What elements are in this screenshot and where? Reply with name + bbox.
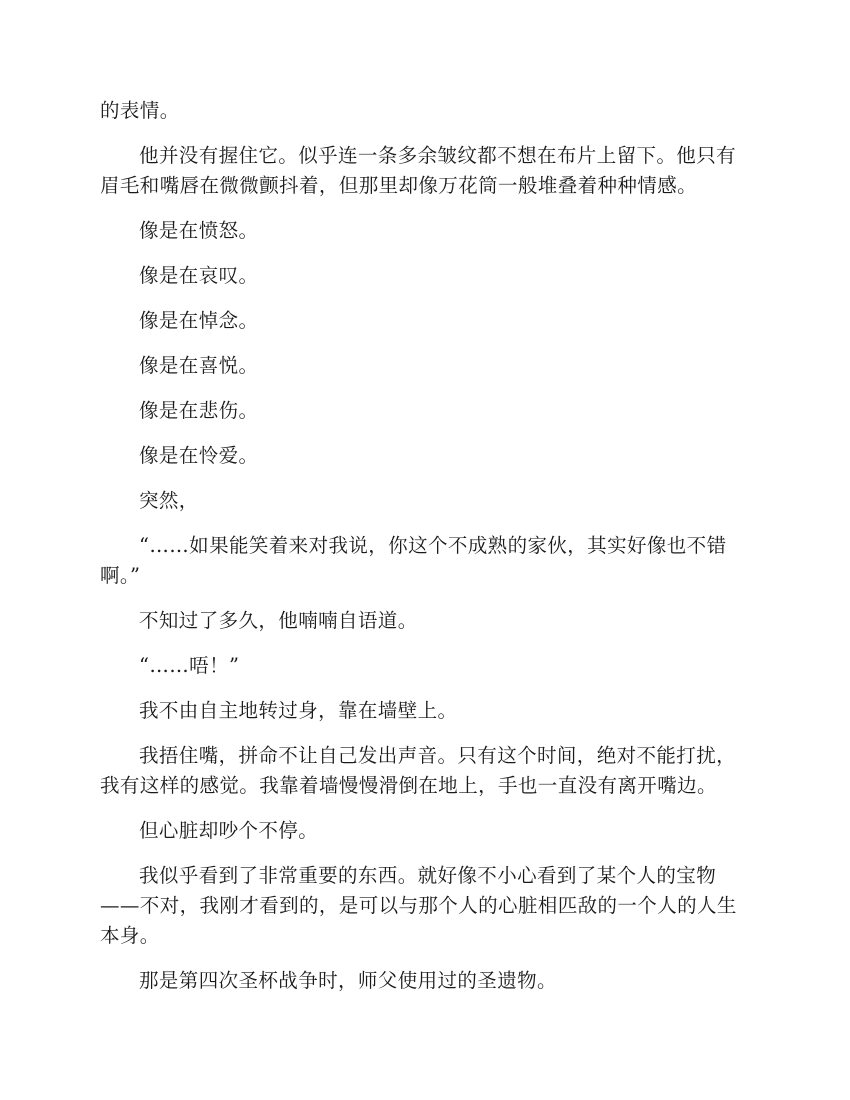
paragraph: 像是在喜悦。 [139,354,259,377]
paragraph-dialogue: “……如果能笑着来对我说，你这个不成熟的家伙，其实好像也不错啊。” [100,534,727,587]
paragraph-dialogue: “……唔！” [139,654,240,677]
document-body [100,96,750,1011]
paragraph: 不知过了多久，他喃喃自语道。 [139,609,418,632]
paragraph: 但心脏却吵个不停。 [139,819,319,842]
paragraph: 像是在悼念。 [139,309,259,332]
paragraph: 我捂住嘴，拼命不让自己发出声音。只有这个时间，绝对不能打扰，我有这样的感觉。我靠着墙慢慢滑倒在地上，手也一直没有离开嘴边。 [100,744,737,797]
paragraph: 我不由自主地转过身，靠在墙壁上。 [139,699,458,722]
paragraph: 像是在愤怒。 [139,219,259,242]
paragraph: 他并没有握住它。似乎连一条多余皱纹都不想在布片上留下。他只有眉毛和嘴唇在微微颤抖着，但那里却像万花筒一般堆叠着种种情感。 [100,144,737,197]
paragraph: 像是在哀叹。 [139,264,259,287]
paragraph: 那是第四次圣杯战争时，师父使用过的圣遗物。 [139,969,557,992]
paragraph: 我似乎看到了非常重要的东西。就好像不小心看到了某个人的宝物——不对，我刚才看到的，是可以与那个人的心脏相匹敌的一个人的人生本身。 [100,864,737,947]
paragraph: 像是在怜爱。 [139,444,259,467]
paragraph: 像是在悲伤。 [139,399,259,422]
paragraph: 突然， [139,489,199,512]
paragraph-continuation: 的表情。 [100,99,180,122]
